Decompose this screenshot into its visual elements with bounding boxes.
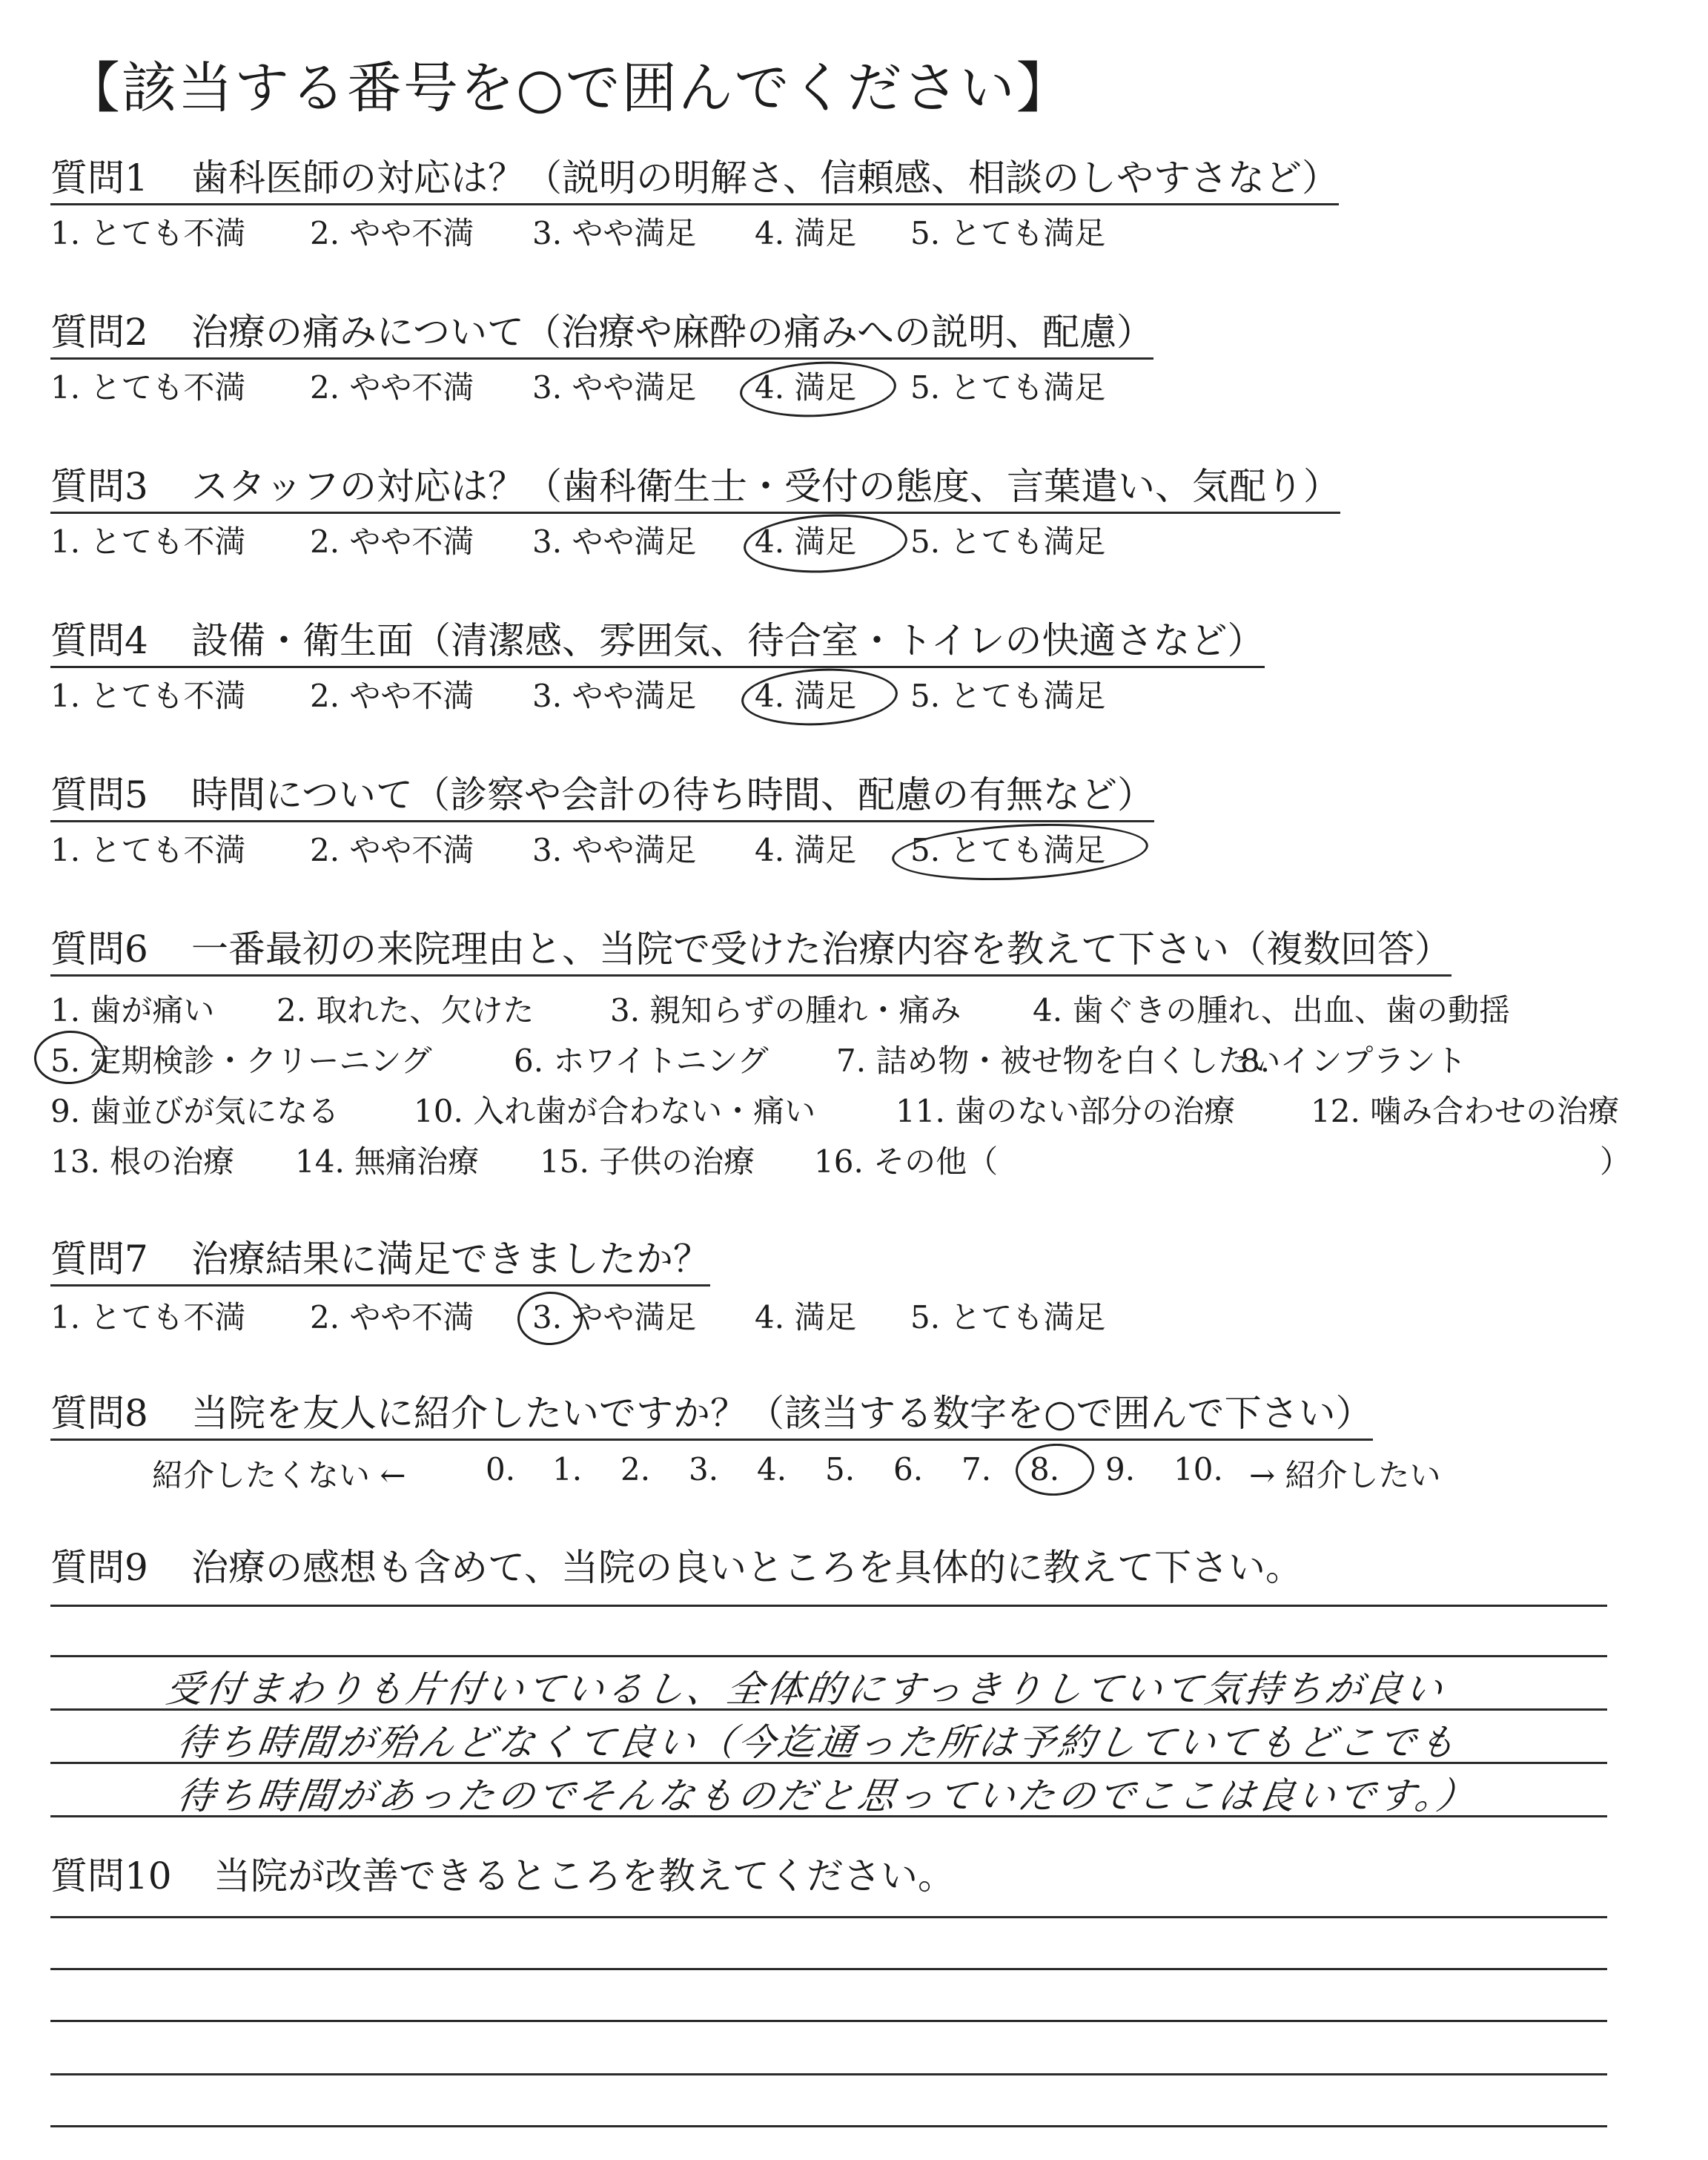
question-2-text: 治療の痛みについて（治療や麻酔の痛みへの説明、配慮） [191, 311, 1153, 354]
handwritten-answer-line-3: 待ち時間があったのでそんなものだと思っていたのでここは良いです。） [174, 1774, 1480, 1817]
question-6-text: 一番最初の来院理由と、当院で受けた治療内容を教えて下さい（複数回答） [191, 928, 1452, 971]
question-5 [50, 773, 1154, 822]
q6-option-7[interactable]: 7. 詰め物・被せ物を白くしたい [836, 1043, 1281, 1079]
q2-option-4[interactable]: 4. 満足 [755, 369, 857, 406]
q6-option-2[interactable]: 2. 取れた、欠けた [277, 992, 534, 1028]
q6-option-1[interactable]: 1. 歯が痛い [50, 992, 215, 1028]
q3-option-2[interactable]: 2. やや不満 [310, 524, 474, 560]
scale-left-label: 紹介したくない ← [152, 1457, 406, 1493]
scale-4[interactable]: 4. [757, 1451, 787, 1487]
question-5-label: 質問5 [50, 773, 148, 816]
question-10 [50, 1854, 955, 1901]
question-6 [50, 927, 1452, 977]
answer-line [50, 1968, 1607, 1970]
q1-option-3[interactable]: 3. やや満足 [532, 215, 697, 251]
q1-option-1[interactable]: 1. とても不満 [50, 215, 246, 251]
question-6-label: 質問6 [50, 928, 148, 971]
q3-option-3[interactable]: 3. やや満足 [532, 524, 697, 560]
question-4-text: 設備・衛生面（清潔感、雰囲気、待合室・トイレの快適さなど） [191, 619, 1265, 662]
question-8-text: 当院を友人に紹介したいですか？（該当する数字を○で囲んで下さい） [191, 1392, 1373, 1435]
q6-option-9[interactable]: 9. 歯並びが気になる [50, 1093, 340, 1129]
question-8 [50, 1391, 1373, 1441]
question-3-label: 質問3 [50, 465, 148, 508]
q2-option-3[interactable]: 3. やや満足 [532, 369, 697, 406]
question-9 [50, 1545, 1302, 1593]
q1-option-4[interactable]: 4. 満足 [755, 215, 857, 251]
q3-option-5[interactable]: 5. とても満足 [910, 524, 1106, 560]
q1-option-5[interactable]: 5. とても満足 [910, 215, 1106, 251]
q5-option-2[interactable]: 2. やや不満 [310, 832, 474, 868]
q2-option-5[interactable]: 5. とても満足 [910, 369, 1106, 406]
scale-10[interactable]: 10. [1174, 1451, 1223, 1487]
scale-1[interactable]: 1. [552, 1451, 583, 1487]
scale-3[interactable]: 3. [689, 1451, 719, 1487]
question-4 [50, 618, 1265, 668]
answer-line [50, 2020, 1607, 2022]
question-1-text: 歯科医師の対応は？（説明の明解さ、信頼感、相談のしやすさなど） [191, 156, 1339, 199]
q5-option-1[interactable]: 1. とても不満 [50, 832, 246, 868]
question-1 [50, 156, 1339, 205]
question-7-label: 質問7 [50, 1238, 148, 1281]
q3-option-1[interactable]: 1. とても不満 [50, 524, 246, 560]
question-10-label: 質問10 [50, 1855, 172, 1898]
question-7-text: 治療結果に満足できましたか？ [191, 1238, 710, 1281]
q7-option-2[interactable]: 2. やや不満 [310, 1299, 474, 1335]
q6-option-13[interactable]: 13. 根の治療 [50, 1143, 235, 1180]
q6-option-4[interactable]: 4. 歯ぐきの腫れ、出血、歯の動揺 [1033, 992, 1510, 1028]
answer-line [50, 1605, 1607, 1607]
q6-option-15[interactable]: 15. 子供の治療 [540, 1143, 755, 1180]
q6-option-5[interactable]: 5. 定期検診・クリーニング [50, 1043, 432, 1079]
scale-0[interactable]: 0. [486, 1451, 516, 1487]
q6-option-16[interactable]: 16. その他（ [814, 1143, 999, 1180]
q5-option-5[interactable]: 5. とても満足 [910, 832, 1106, 868]
question-2 [50, 310, 1153, 360]
question-1-label: 質問1 [50, 156, 148, 199]
q1-option-2[interactable]: 2. やや不満 [310, 215, 474, 251]
q7-option-5[interactable]: 5. とても満足 [910, 1299, 1106, 1335]
q6-other-close: ） [1600, 1143, 1632, 1180]
scale-9[interactable]: 9. [1105, 1451, 1136, 1487]
question-9-label: 質問9 [50, 1546, 148, 1589]
q2-option-2[interactable]: 2. やや不満 [310, 369, 474, 406]
q6-option-10[interactable]: 10. 入れ歯が合わない・痛い [414, 1093, 816, 1129]
question-7 [50, 1237, 710, 1287]
handwritten-answer-line-1: 受付まわりも片付いているし、全体的にすっきりしていて気持ちが良い [163, 1668, 1449, 1711]
answer-line [50, 1916, 1607, 1918]
q6-option-8[interactable]: 8. インプラント [1240, 1043, 1467, 1079]
q4-option-1[interactable]: 1. とても不満 [50, 678, 246, 714]
q5-option-3[interactable]: 3. やや満足 [532, 832, 697, 868]
question-10-text: 当院が改善できるところを教えてください。 [214, 1855, 955, 1898]
q6-option-6[interactable]: 6. ホワイトニング [514, 1043, 769, 1079]
q4-option-4[interactable]: 4. 満足 [755, 678, 857, 714]
q7-option-4[interactable]: 4. 満足 [755, 1299, 857, 1335]
q6-option-14[interactable]: 14. 無痛治療 [295, 1143, 480, 1180]
handwritten-answer-line-2: 待ち時間が殆んどなくて良い（今迄通った所は予約していてもどこでも [174, 1721, 1462, 1764]
q3-option-4[interactable]: 4. 満足 [755, 524, 857, 560]
answer-line [50, 1655, 1607, 1657]
scale-8[interactable]: 8. [1030, 1451, 1060, 1487]
q7-option-1[interactable]: 1. とても不満 [50, 1299, 246, 1335]
answer-line [50, 2073, 1607, 2075]
question-8-label: 質問8 [50, 1392, 148, 1435]
scale-right-label: → 紹介したい [1249, 1457, 1441, 1493]
question-4-label: 質問4 [50, 619, 148, 662]
question-5-text: 時間について（診察や会計の待ち時間、配慮の有無など） [191, 773, 1154, 816]
scale-6[interactable]: 6. [893, 1451, 924, 1487]
question-2-label: 質問2 [50, 311, 148, 354]
scale-5[interactable]: 5. [825, 1451, 855, 1487]
q4-option-2[interactable]: 2. やや不満 [310, 678, 474, 714]
q6-option-11[interactable]: 11. 歯のない部分の治療 [896, 1093, 1236, 1129]
q4-option-3[interactable]: 3. やや満足 [532, 678, 697, 714]
question-3 [50, 464, 1340, 514]
question-9-text: 治療の感想も含めて、当院の良いところを具体的に教えて下さい。 [191, 1546, 1302, 1589]
q6-option-12[interactable]: 12. 噛み合わせの治療 [1311, 1093, 1620, 1129]
scale-7[interactable]: 7. [961, 1451, 992, 1487]
q4-option-5[interactable]: 5. とても満足 [910, 678, 1106, 714]
scale-2[interactable]: 2. [620, 1451, 651, 1487]
question-3-text: スタッフの対応は？（歯科衛生士・受付の態度、言葉遣い、気配り） [191, 465, 1340, 508]
q6-option-3[interactable]: 3. 親知らずの腫れ・痛み [610, 992, 961, 1028]
q2-option-1[interactable]: 1. とても不満 [50, 369, 246, 406]
page-title: 【該当する番号を○で囲んでください】 [65, 56, 1073, 120]
answer-line [50, 2125, 1607, 2127]
q7-option-3[interactable]: 3. やや満足 [532, 1299, 697, 1335]
q5-option-4[interactable]: 4. 満足 [755, 832, 857, 868]
